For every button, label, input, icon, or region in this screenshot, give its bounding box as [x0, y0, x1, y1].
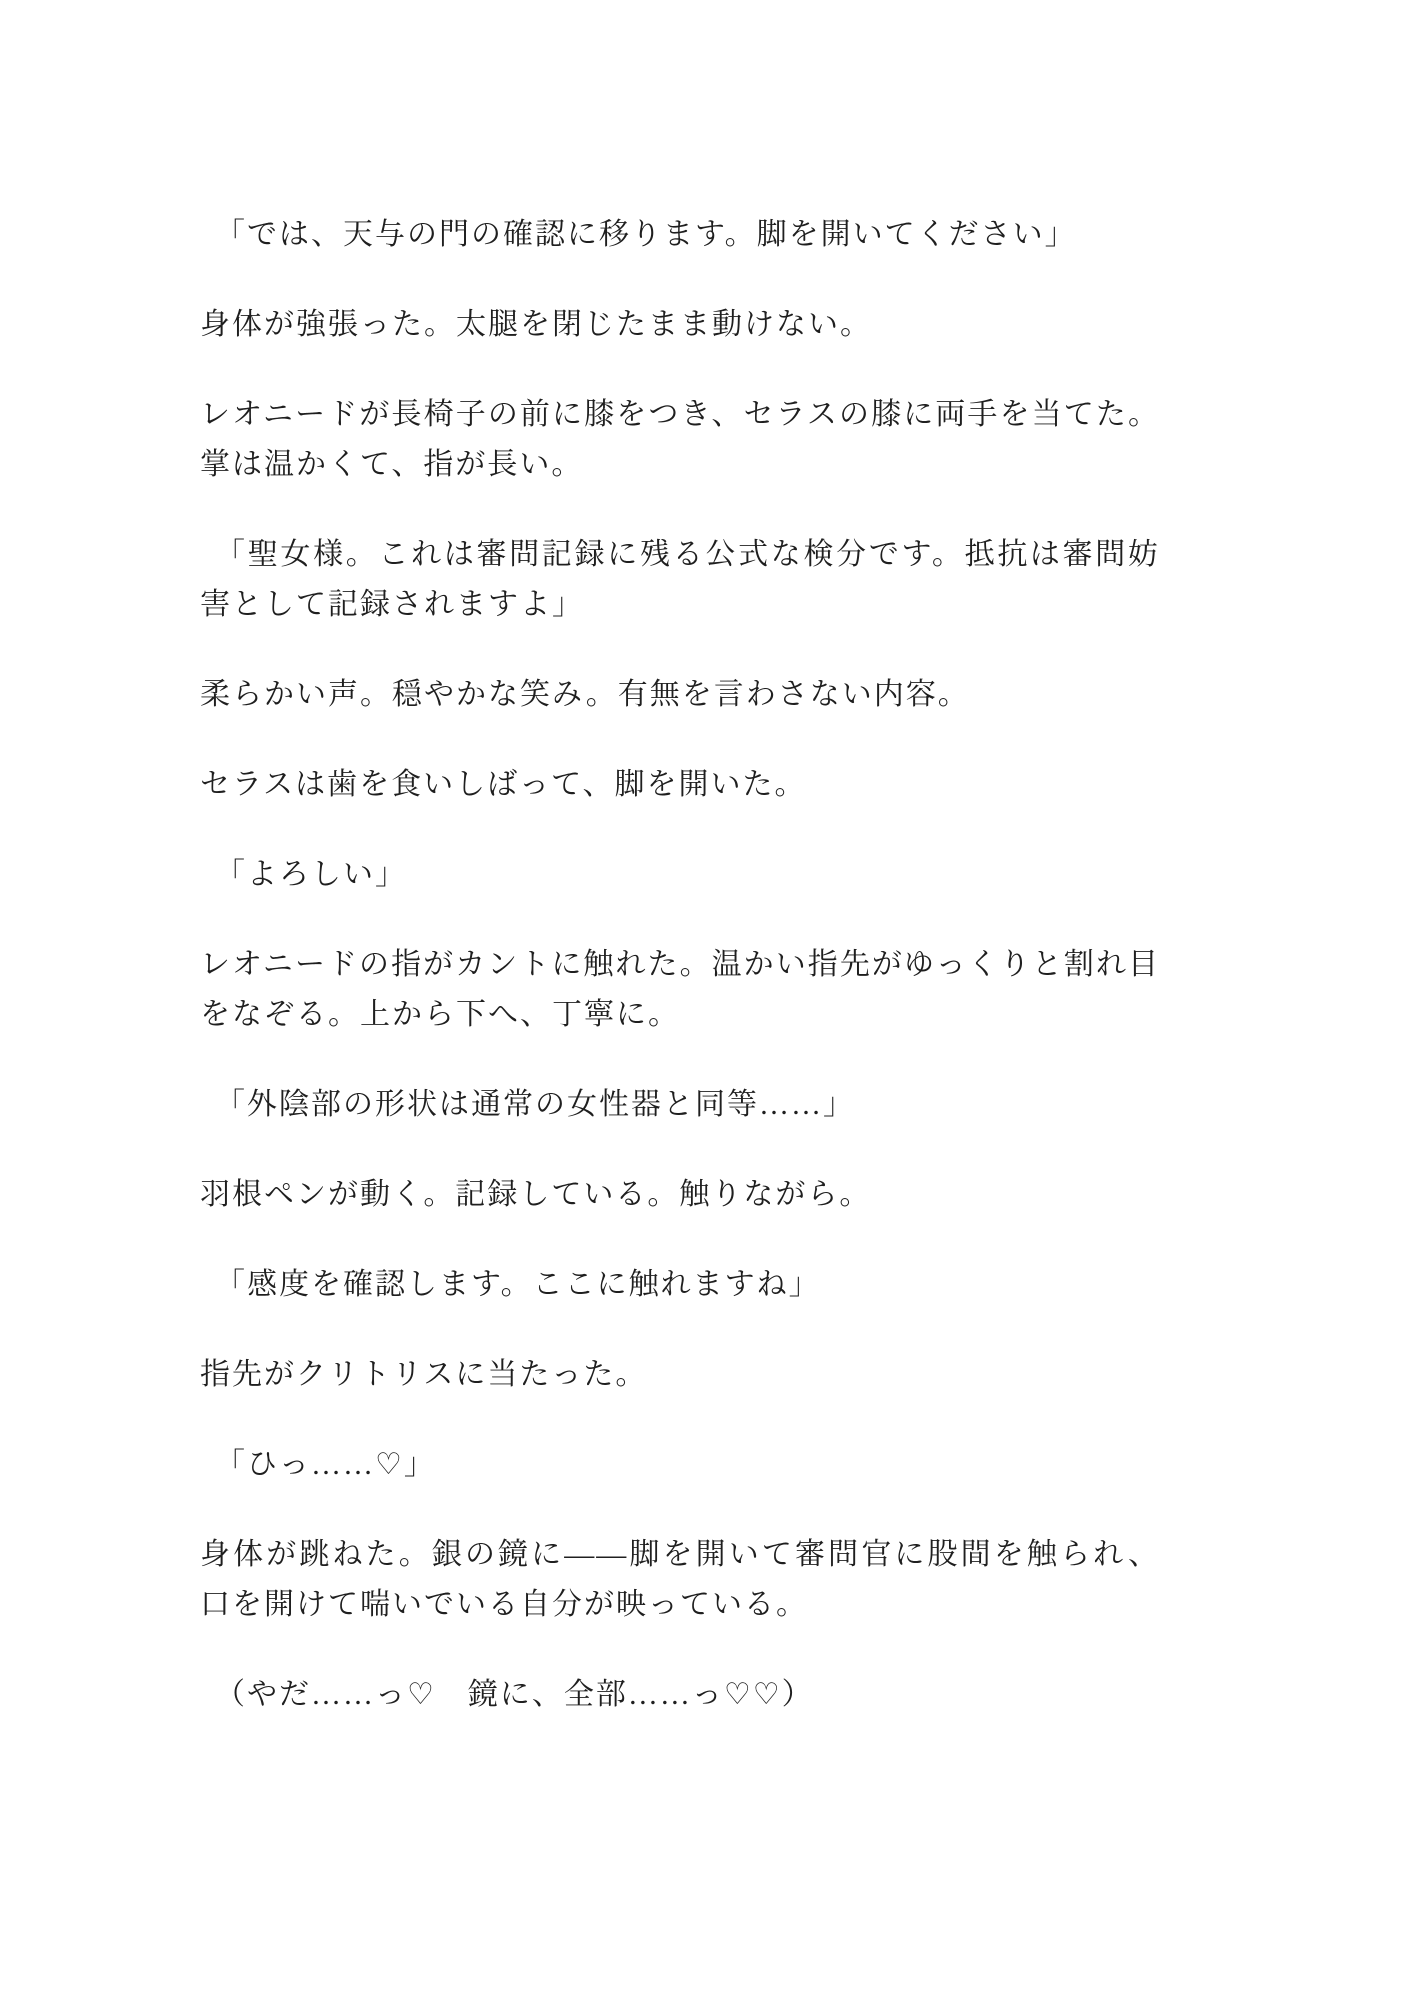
paragraph: 身体が強張った。太腿を閉じたまま動けない。 — [200, 308, 872, 341]
paragraph: レオニードが長椅子の前に膝をつき、セラスの膝に両手を当てた。掌は温かくて、指が長い。 — [200, 398, 1160, 481]
paragraph: 「よろしい」 — [215, 858, 407, 891]
paragraph: セラスは歯を食いしばって、脚を開いた。 — [200, 768, 807, 801]
paragraph: 指先がクリトリスに当たった。 — [200, 1358, 648, 1391]
paragraph: レオニードの指がカントに触れた。温かい指先がゆっくりと割れ目をなぞる。上から下へ、丁寧に。 — [200, 948, 1160, 1031]
paragraph: （やだ……っ♡ 鏡に、全部……っ♡♡） — [215, 1678, 814, 1711]
paragraph: 柔らかい声。穏やかな笑み。有無を言わさない内容。 — [200, 678, 970, 711]
paragraph: 「聖女様。これは審問記録に残る公式な検分です。抵抗は審問妨害として記録されますよ」 — [200, 538, 1160, 621]
document-page — [200, 210, 1160, 1720]
paragraph: 「感度を確認します。ここに触れますね」 — [215, 1268, 821, 1301]
paragraph: 羽根ペンが動く。記録している。触りながら。 — [200, 1178, 872, 1211]
paragraph: 「外陰部の形状は通常の女性器と同等……」 — [215, 1088, 855, 1121]
paragraph: 身体が跳ねた。銀の鏡に――脚を開いて審問官に股間を触られ、口を開けて喘いでいる自分が映っている。 — [200, 1538, 1160, 1621]
paragraph: 「ひっ……♡」 — [215, 1448, 436, 1481]
paragraph: 「では、天与の門の確認に移ります。脚を開いてください」 — [215, 218, 1077, 251]
